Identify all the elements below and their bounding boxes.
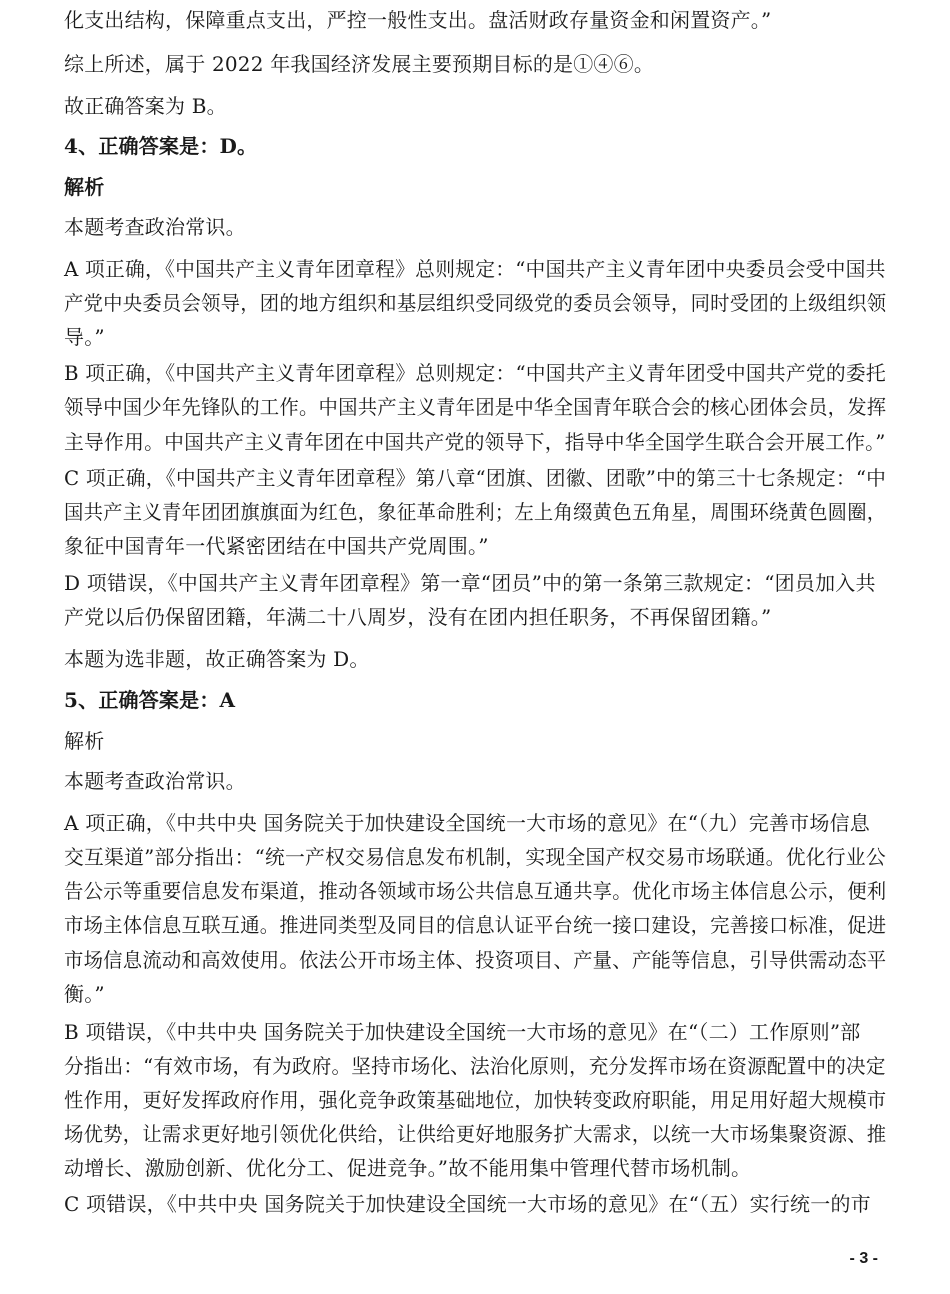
text-line: 市场信息流动和高效使用。依法公开市场主体、投资项目、产量、产能等信息，引导供需动态平 [64, 948, 887, 972]
answer-heading-4: 4、正确答案是：D。 [64, 134, 258, 158]
text-line: C 项错误，《中共中央 国务院关于加快建设全国统一大市场的意见》在“（五）实行统一的市 [64, 1192, 871, 1216]
text-line: 综上所述，属于 2022 年我国经济发展主要预期目标的是①④⑥。 [64, 52, 655, 76]
page-number: - 3 - [849, 1250, 878, 1267]
analysis-heading: 解析 [64, 175, 105, 199]
text-line: 产党以后仍保留团籍，年满二十八周岁，没有在团内担任职务，不再保留团籍。” [64, 605, 772, 629]
text-line: D 项错误，《中国共产主义青年团章程》第一章“团员”中的第一条第三款规定：“团员加入共 [64, 571, 876, 595]
text-line: 本题为选非题，故正确答案为 D。 [64, 647, 370, 671]
text-line: B 项正确，《中国共产主义青年团章程》总则规定：“中国共产主义青年团受中国共产党的委托 [64, 361, 886, 385]
text-line: 国共产主义青年团团旗旗面为红色，象征革命胜利；左上角缀黄色五角星，周围环绕黄色圆圈， [64, 500, 887, 524]
text-line: 主导作用。中国共产主义青年团在中国共产党的领导下，指导中华全国学生联合会开展工作。” [64, 430, 886, 454]
text-line: 性作用，更好发挥政府作用，强化竞争政策基础地位，加快转变政府职能，用足用好超大规模市 [64, 1088, 887, 1112]
text-line: 产党中央委员会领导，团的地方组织和基层组织受同级党的委员会领导，同时受团的上级组织领 [64, 291, 887, 315]
text-line: 故正确答案为 B。 [64, 94, 227, 118]
analysis-heading: 解析 [64, 729, 105, 753]
text-line: 象征中国青年一代紧密团结在中国共产党周围。” [64, 534, 489, 558]
text-line: 化支出结构，保障重点支出，严控一般性支出。盘活财政存量资金和闲置资产。” [64, 8, 772, 32]
text-line: 导。” [64, 325, 105, 349]
text-line: C 项正确，《中国共产主义青年团章程》第八章“团旗、团徽、团歌”中的第三十七条规定：“中 [64, 466, 887, 490]
text-line: B 项错误，《中共中央 国务院关于加快建设全国统一大市场的意见》在“（二）工作原则”部 [64, 1020, 861, 1044]
text-line: 本题考查政治常识。 [64, 769, 246, 793]
text-line: 分指出：“有效市场，有为政府。坚持市场化、法治化原则，充分发挥市场在资源配置中的决定 [64, 1054, 886, 1078]
text-line: 衡。” [64, 982, 105, 1006]
answer-heading-5: 5、正确答案是：A [64, 688, 236, 712]
text-line: A 项正确，《中共中央 国务院关于加快建设全国统一大市场的意见》在“（九）完善市场信息 [64, 811, 870, 835]
text-line: 本题考查政治常识。 [64, 215, 246, 239]
text-line: 告公示等重要信息发布渠道，推动各领域市场公共信息互通共享。优化市场主体信息公示，便利 [64, 879, 887, 903]
text-line: 交互渠道”部分指出：“统一产权交易信息发布机制，实现全国产权交易市场联通。优化行业公 [64, 845, 886, 869]
text-line: 场优势，让需求更好地引领优化供给，让供给更好地服务扩大需求，以统一大市场集聚资源、推 [64, 1122, 887, 1146]
text-line: 动增长、激励创新、优化分工、促进竞争。”故不能用集中管理代替市场机制。 [64, 1156, 752, 1180]
text-line: 领导中国少年先锋队的工作。中国共产主义青年团是中华全国青年联合会的核心团体会员，发挥 [64, 395, 887, 419]
text-line: 市场主体信息互联互通。推进同类型及同目的信息认证平台统一接口建设，完善接口标准，促进 [64, 913, 887, 937]
text-line: A 项正确，《中国共产主义青年团章程》总则规定：“中国共产主义青年团中央委员会受中国共 [64, 257, 886, 281]
